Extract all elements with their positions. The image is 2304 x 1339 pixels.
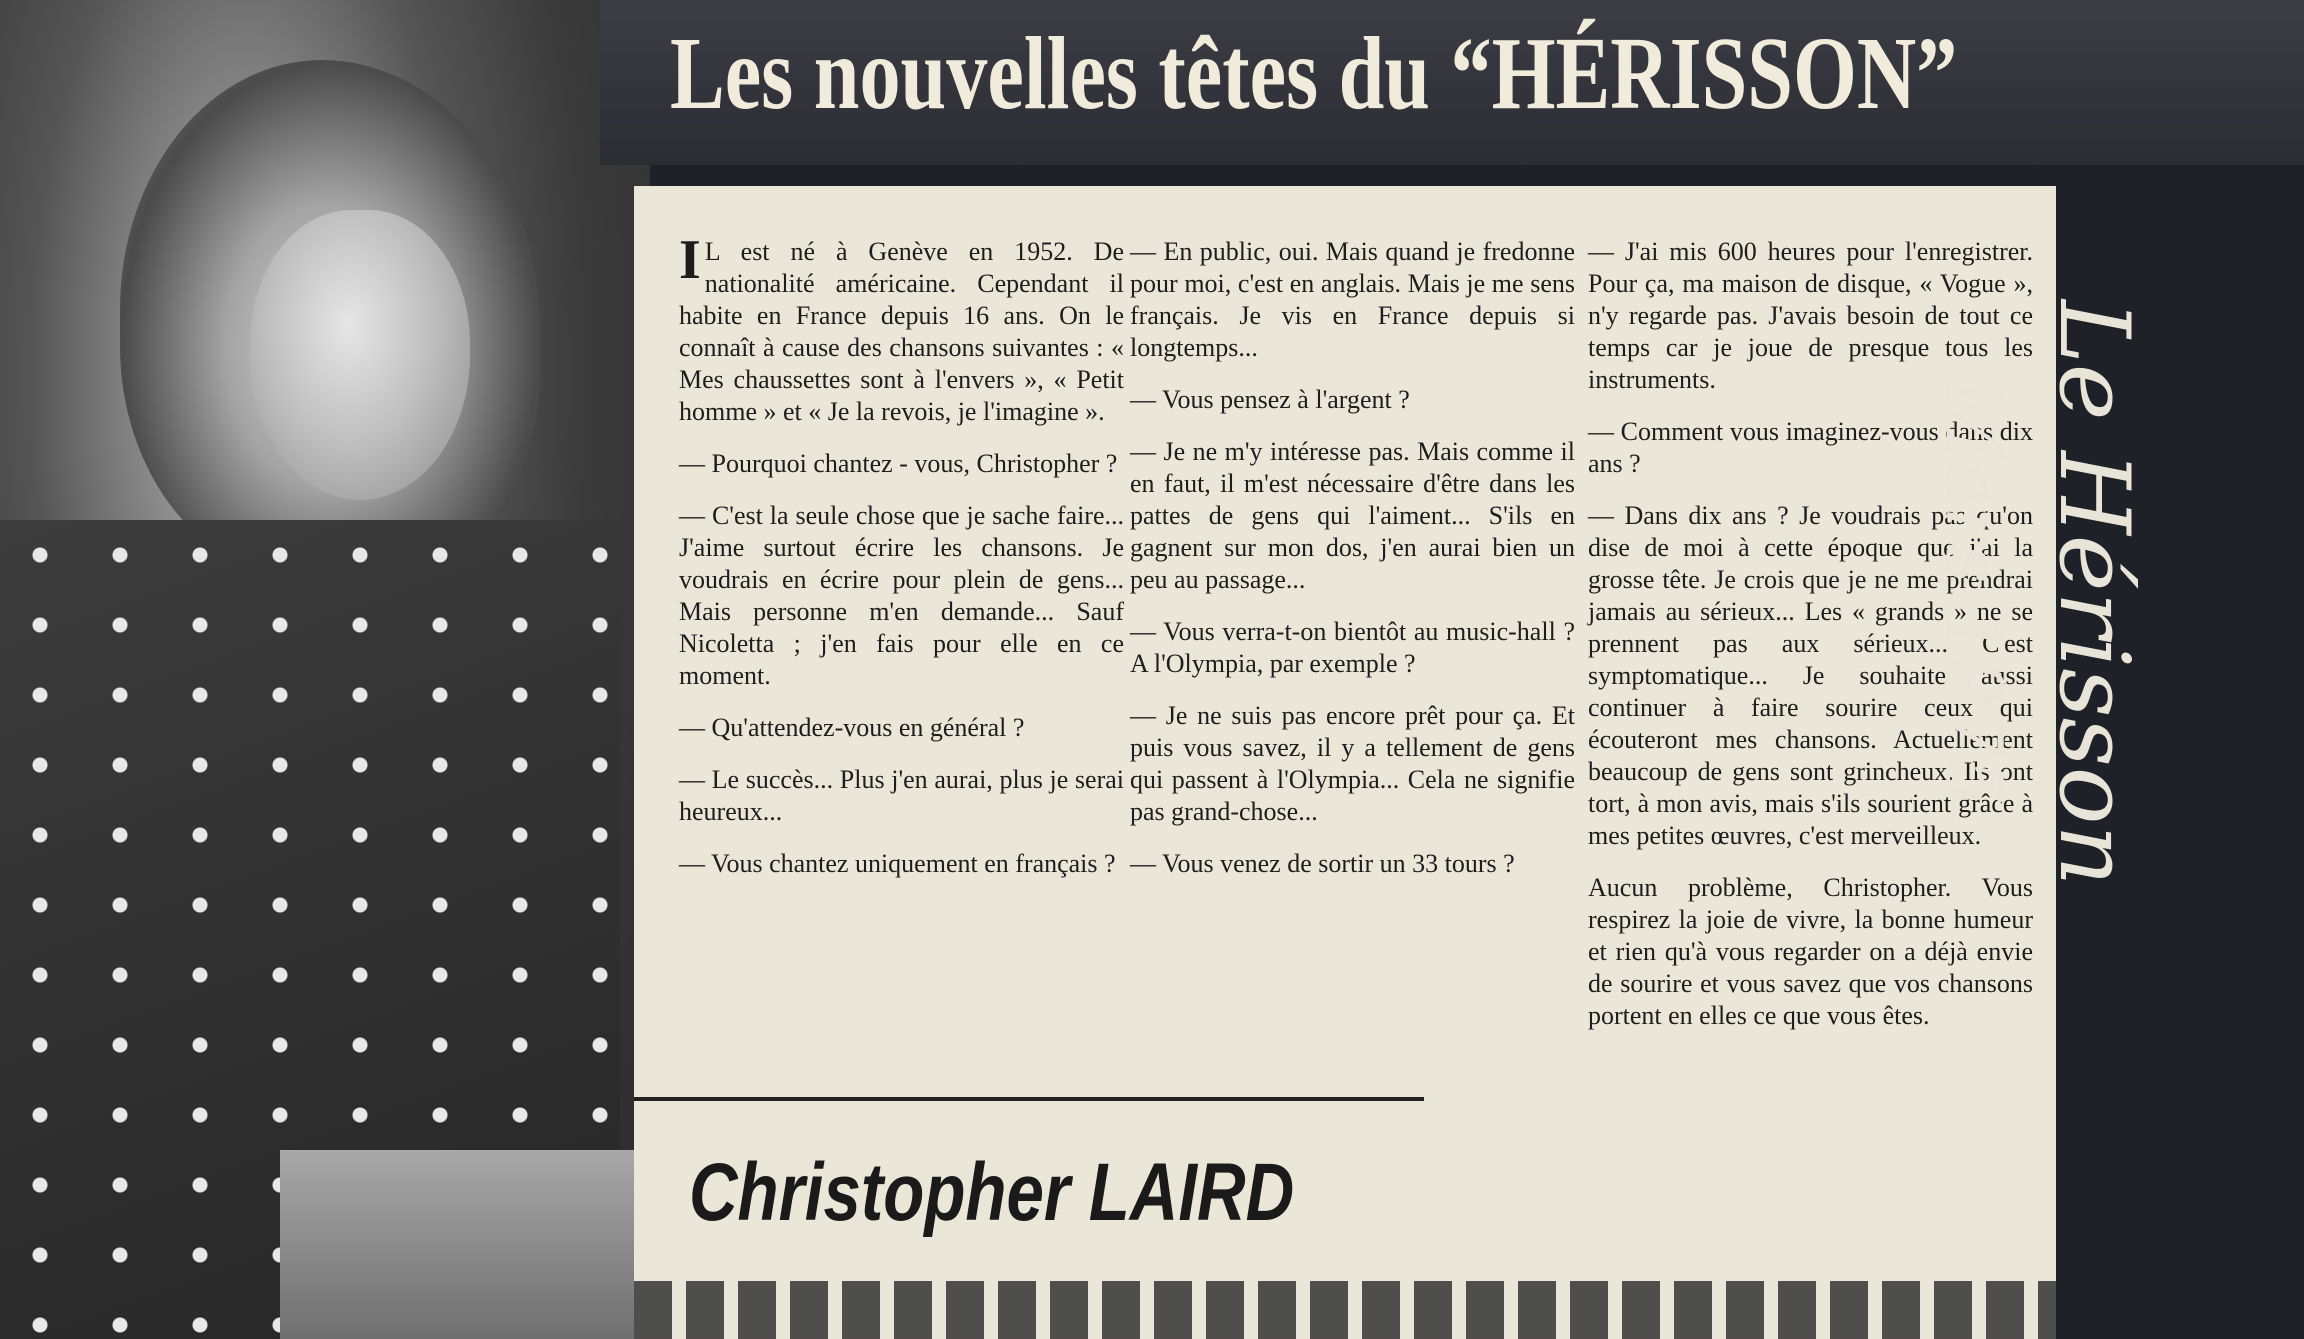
article-paragraph: — En public, oui. Mais quand je fredonne pour moi, c'est en anglais. Mais je me sens français. Je vis en France depuis si longtemps... <box>1130 237 1575 362</box>
article-column-1 <box>679 229 1124 900</box>
article-paragraph: — Comment vous imaginez-vous dans dix ans ? <box>1588 417 2033 478</box>
article-paragraph: — Le succès... Plus j'en aurai, plus je serai heureux... <box>679 765 1124 826</box>
portrait-photo <box>0 0 650 1339</box>
article-paragraph: — C'est la seule chose que je sache faire... J'aime surtout écrire les chansons. Je voudrais en écrire pour plein de gens... Mais personne m'en demande... Sauf Nicoletta ; j'en fais pour elle en ce moment. <box>679 501 1124 690</box>
article-column-2 <box>1130 236 1575 900</box>
headline: Les nouvelles têtes du “HÉRISSON” <box>670 16 1958 131</box>
article-paragraph: — Vous chantez uniquement en français ? <box>679 849 1116 878</box>
handwritten-publication: Le Hérisson <box>2038 300 2150 887</box>
handwritten-note <box>1928 300 2150 886</box>
photo-face <box>250 210 470 500</box>
byline-rule <box>634 1097 1424 1101</box>
article-paragraph: — Dans dix ans ? Je voudrais pas qu'on dise de moi à cette époque que j'ai la grosse tête. Je crois que je ne me prendrai jamais au sérieux... Les « grands » ne se prennent pas aux sérieux... C'est symptomatique... Je souhaite aussi continuer à faire sourire ceux qui écouteront mes chansons. Actuellement beaucoup de gens sont grincheux. Ils ont tort, à mon avis, mais s'ils sourient grâce à mes petites œuvres, c'est merveilleux. <box>1588 501 2033 850</box>
photo-desk <box>280 1150 650 1339</box>
article-paragraph: — Je ne m'y intéresse pas. Mais comme il en faut, il m'est nécessaire d'être dans les pattes de gens qui l'aiment... S'ils en gagnent sur mon dos, j'en aurai bien un peu au passage... <box>1130 437 1575 594</box>
article-paragraph: — J'ai mis 600 heures pour l'enregistrer. Pour ça, ma maison de disque, « Vogue », n'y regarde pas. J'avais besoin de tout ce temps car je joue de presque tous les instruments. <box>1588 237 2033 394</box>
byline: Christopher LAIRD <box>689 1147 1295 1238</box>
article-paragraph: — Vous venez de sortir un 33 tours ? <box>1130 849 1515 878</box>
article-panel <box>634 186 2056 1339</box>
article-paragraph: Aucun problème, Christopher. Vous respirez la joie de vivre, la bonne humeur et rien qu'à vous regarder on a déjà envie de sourire et vous savez que vos chansons portent en elles ce que vous êtes. <box>1588 873 2033 1030</box>
article-paragraph: — Vous pensez à l'argent ? <box>1130 385 1410 414</box>
article-paragraph: IL est né à Genève en 1952. De nationalité américaine. Cependant il habite en France depuis 16 ans. On le connaît à cause des chansons suivantes : « Mes chaussettes sont à l'envers », « Petit homme » et « Je la revois, je l'imagine ». <box>679 229 1124 426</box>
article-paragraph: — Qu'attendez-vous en général ? <box>679 713 1025 742</box>
article-paragraph: — Vous verra-t-on bientôt au music-hall ? A l'Olympia, par exemple ? <box>1130 617 1575 678</box>
handwritten-date: Mars 1975 <box>1928 380 2018 807</box>
torn-bottom-edge <box>634 1281 2056 1339</box>
article-paragraph: — Je ne suis pas encore prêt pour ça. Et puis vous savez, il y a tellement de gens qui passent à l'Olympia... Cela ne signifie pas grand-chose... <box>1130 701 1575 826</box>
article-paragraph: — Pourquoi chantez - vous, Christopher ? <box>679 449 1118 478</box>
